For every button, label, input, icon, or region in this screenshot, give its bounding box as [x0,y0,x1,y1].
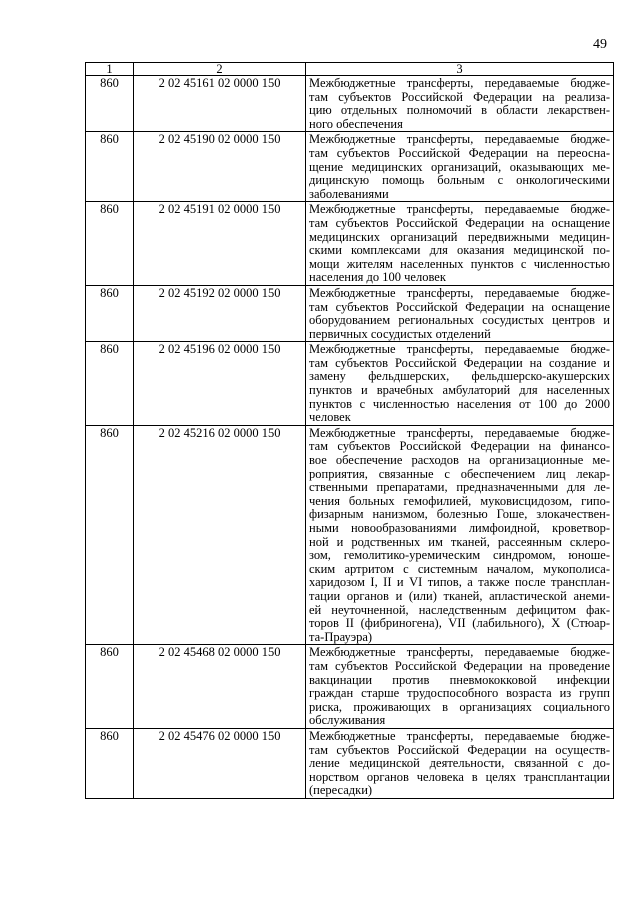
description-line: замену фельдшерских, фельдшерско-акушерских [309,370,610,384]
description-line: ными новообразованиями лимфоидной, кроветвор- [309,522,610,535]
column-header-2: 2 [134,63,306,76]
description-line: та-Прауэра) [309,630,373,644]
description-line: там субъектов Российской Федерации на оснащение [309,216,610,230]
table-row [86,76,614,132]
description-line: заболеваниями [309,187,389,201]
description-line: Межбюджетные трансферты, передаваемые бюдже- [309,77,610,90]
description-line: пунктов с численностью населения от 100 до 2000 [309,397,610,411]
column-header-1: 1 [86,63,134,76]
description-cell [306,728,614,798]
description-line: физарным нанизмом, болезнью Гоше, злокачествен- [309,508,610,522]
admin-code-cell: 860 [86,342,134,426]
description-line: медицинских организаций передвижными медицин- [309,230,610,244]
description-cell [306,132,614,202]
budget-classification-code-cell: 2 02 45161 02 0000 150 [134,76,306,132]
description-line: Межбюджетные трансферты, передаваемые бюдже- [309,426,610,440]
column-header-3: 3 [306,63,614,76]
description-line: там субъектов Российской Федерации на реализа- [309,90,610,104]
table-row [86,425,614,645]
description-line: населения до 100 человек [309,271,446,285]
description-line: обслуживания [309,714,386,728]
description-line: пунктов и врачебных амбулаторий для населенных [309,384,610,398]
admin-code-cell: 860 [86,132,134,202]
description-line: скими комплексами для оказания медицинской по- [309,244,610,258]
description-line: Межбюджетные трансферты, передаваемые бюдже- [309,729,610,743]
description-line: чения больных гемофилией, муковисцидозом, гипо- [309,494,610,508]
table-row [86,285,614,341]
description-cell [306,76,614,132]
description-line: оборудованием региональных сосудистых центров и [309,314,610,328]
description-line: Межбюджетные трансферты, передаваемые бюдже- [309,286,610,300]
description-line: там субъектов Российской Федерации на осуществ- [309,743,610,757]
description-line: ного обеспечения [309,117,403,131]
budget-classification-code-cell: 2 02 45468 02 0000 150 [134,645,306,729]
admin-code-cell: 860 [86,76,134,132]
description-line: дицинскую помощь больным с онкологическими [309,174,610,188]
description-line: Межбюджетные трансферты, передаваемые бюдже- [309,133,610,147]
description-line: граждан старше трудоспособного возраста из групп [309,687,610,701]
description-line: норством органов человека в целях трансплантации [309,770,610,784]
description-line: ной и родственных им тканей, рассеянным склеро- [309,535,610,549]
budget-classification-code-cell: 2 02 45216 02 0000 150 [134,425,306,645]
description-cell [306,202,614,286]
budget-classification-code-cell: 2 02 45191 02 0000 150 [134,202,306,286]
description-line: роприятия, связанные с обеспечением лиц лекар- [309,467,610,481]
budget-classification-code-cell: 2 02 45196 02 0000 150 [134,342,306,426]
page-number: 49 [593,37,607,52]
description-line: вое обеспечение расходов на организационные ме- [309,454,610,468]
description-line: Межбюджетные трансферты, передаваемые бюдже- [309,646,610,660]
description-line: щение медицинских организаций, оказывающих ме- [309,160,610,174]
admin-code-cell: 860 [86,645,134,729]
admin-code-cell: 860 [86,202,134,286]
budget-codes-table [85,62,614,799]
description-line: торов II (фибриногена), VII (лабильного), X (Стюар- [309,617,610,631]
description-line: риска, проживающих в организациях социального [309,700,610,714]
admin-code-cell: 860 [86,285,134,341]
table-row [86,728,614,798]
description-line: там субъектов Российской Федерации на финансо- [309,440,610,454]
description-cell [306,285,614,341]
description-line: человек [309,411,351,425]
budget-classification-code-cell: 2 02 45192 02 0000 150 [134,285,306,341]
table-body [86,76,614,799]
description-cell [306,425,614,645]
table-row [86,132,614,202]
admin-code-cell: 860 [86,425,134,645]
description-line: ление медицинской деятельности, связанной с до- [309,757,610,771]
description-line: ей неуточненной, наследственным дефицитом фак- [309,603,610,617]
description-line: харидозом I, II и VI типов, а также после трансплан- [309,576,610,590]
description-line: зом, гемолитико-уремическим синдромом, юноше- [309,549,610,563]
description-line: тации органов и (или) тканей, апластической анеми- [309,589,610,603]
description-line: мощи жителям населенных пунктов с численностью [309,257,610,271]
description-line: Межбюджетные трансферты, передаваемые бюдже- [309,343,610,357]
description-line: первичных сосудистых отделений [309,327,491,341]
header-row [86,63,614,76]
description-line: Межбюджетные трансферты, передаваемые бюдже- [309,203,610,217]
budget-classification-code-cell: 2 02 45476 02 0000 150 [134,728,306,798]
description-line: вакцинации против пневмококковой инфекции [309,673,610,687]
table-row [86,342,614,426]
description-line: ственными препаратами, предназначенными для ле- [309,481,610,495]
admin-code-cell: 860 [86,728,134,798]
description-line: там субъектов Российской Федерации на переосна- [309,146,610,160]
description-line: (пересадки) [309,784,373,798]
description-cell [306,342,614,426]
description-line: там субъектов Российской Федерации на оснащение [309,300,610,314]
description-line: ским артритом с системным началом, мукополиса- [309,562,610,576]
table-row [86,645,614,729]
description-line: там субъектов Российской Федерации на создание и [309,356,610,370]
description-line: там субъектов Российской Федерации на проведение [309,659,610,673]
budget-classification-code-cell: 2 02 45190 02 0000 150 [134,132,306,202]
description-cell [306,645,614,729]
table-row [86,202,614,286]
description-line: цию отдельных полномочий в области лекарствен- [309,104,610,118]
